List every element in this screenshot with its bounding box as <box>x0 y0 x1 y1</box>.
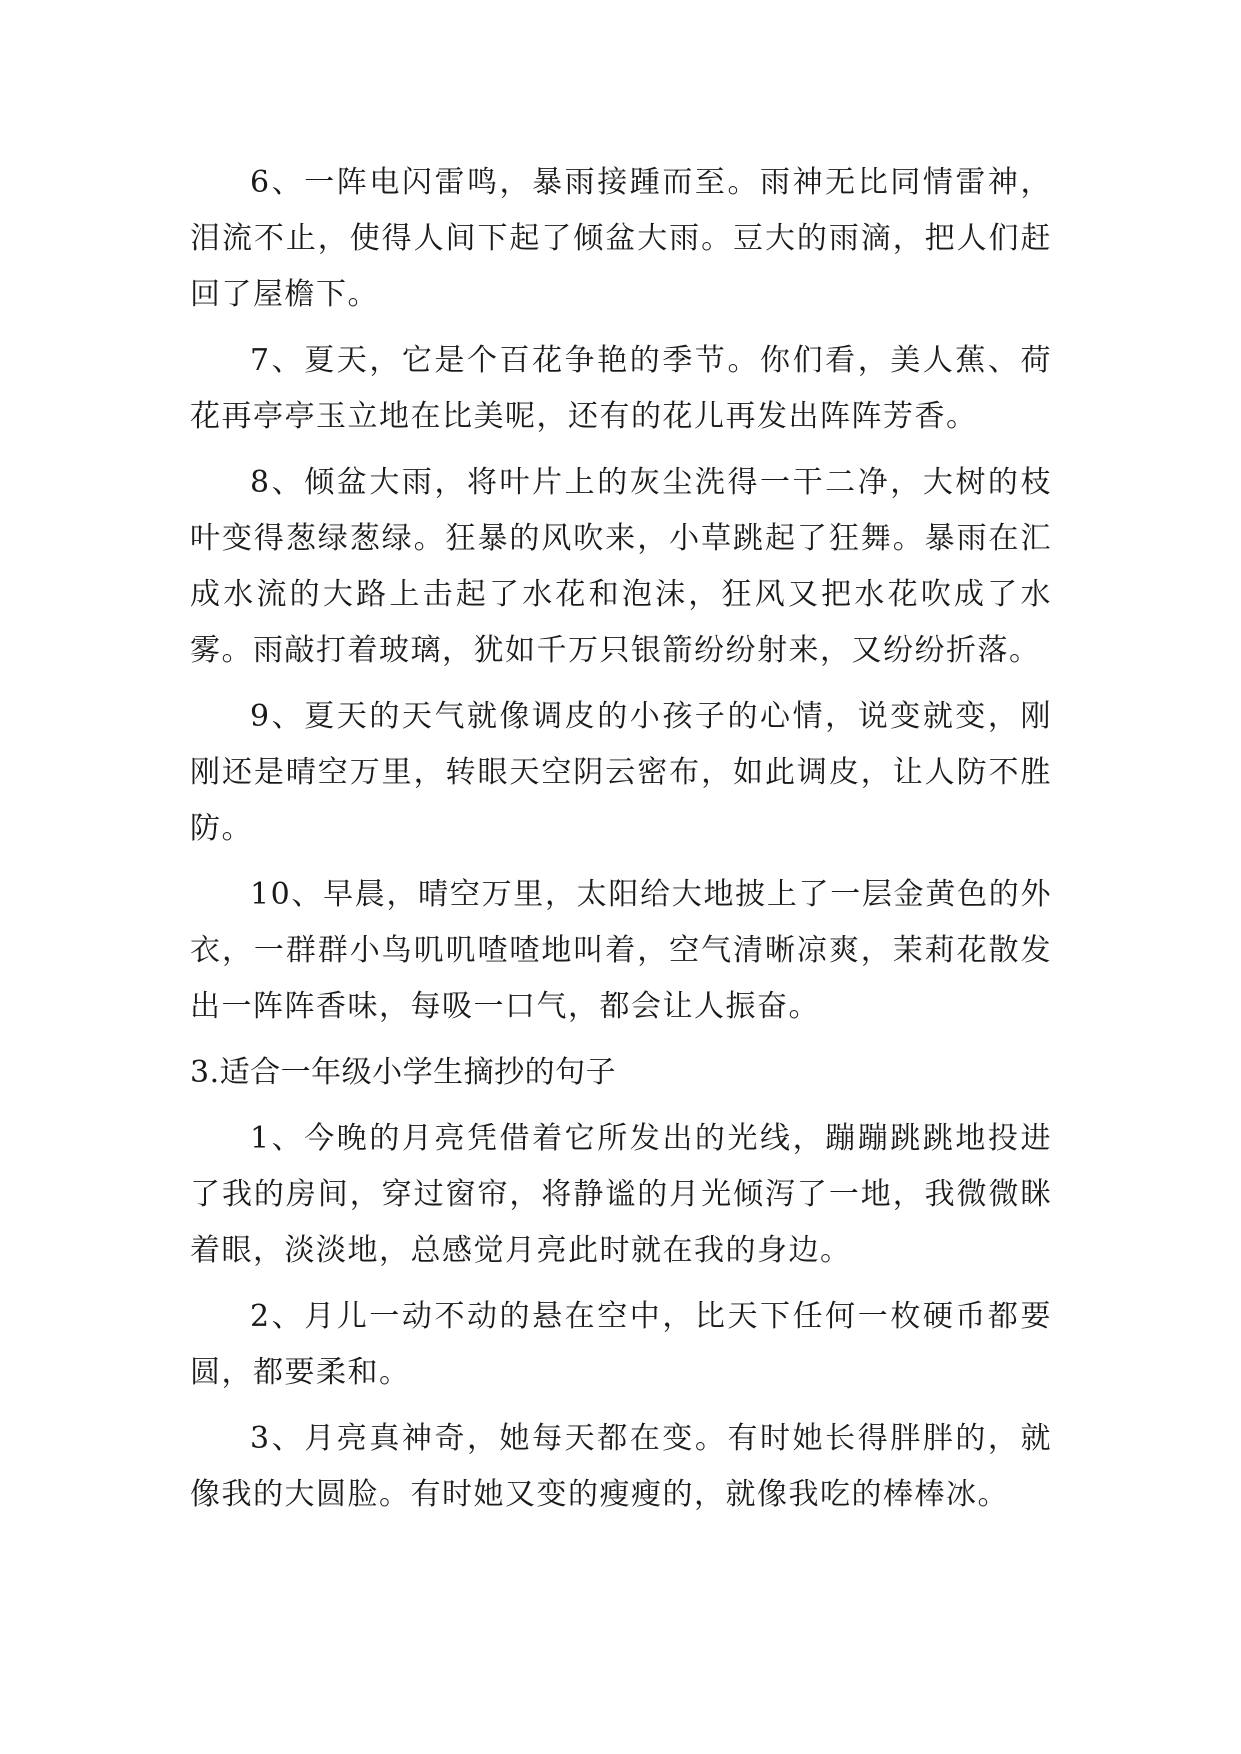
paragraph-10: 10、早晨，晴空万里，太阳给大地披上了一层金黄色的外衣，一群群小鸟叽叽喳喳地叫着，空气清晰凉爽，茉莉花散发出一阵阵香味，每吸一口气，都会让人振奋。 <box>190 877 1052 1024</box>
paragraph-9: 9、夏天的天气就像调皮的小孩子的心情，说变就变，刚刚还是晴空万里，转眼天空阴云密布，如此调皮，让人防不胜防。 <box>190 699 1052 846</box>
section-heading: 3.适合一年级小学生摘抄的句子 <box>190 1055 617 1090</box>
paragraph-7: 7、夏天，它是个百花争艳的季节。你们看，美人蕉、荷花再亭亭玉立地在比美呢，还有的花儿再发出阵阵芳香。 <box>190 343 1052 434</box>
paragraph-8: 8、倾盆大雨，将叶片上的灰尘洗得一干二净，大树的枝叶变得葱绿葱绿。狂暴的风吹来，小草跳起了狂舞。暴雨在汇成水流的大路上击起了水花和泡沫，狂风又把水花吹成了水雾。雨敲打着玻璃，犹如千万只银箭纷纷射来，又纷纷折落。 <box>190 465 1052 668</box>
paragraph-1: 1、今晚的月亮凭借着它所发出的光线，蹦蹦跳跳地投进了我的房间，穿过窗帘，将静谧的月光倾泻了一地，我微微眯着眼，淡淡地，总感觉月亮此时就在我的身边。 <box>190 1121 1052 1268</box>
paragraph-6: 6、一阵电闪雷鸣，暴雨接踵而至。雨神无比同情雷神，泪流不止，使得人间下起了倾盆大雨。豆大的雨滴，把人们赶回了屋檐下。 <box>190 165 1052 312</box>
paragraph-2: 2、月儿一动不动的悬在空中，比天下任何一枚硬币都要圆，都要柔和。 <box>190 1299 1052 1390</box>
paragraph-3: 3、月亮真神奇，她每天都在变。有时她长得胖胖的，就像我的大圆脸。有时她又变的瘦瘦的，就像我吃的棒棒冰。 <box>190 1421 1052 1512</box>
document-body <box>190 155 1052 1523</box>
